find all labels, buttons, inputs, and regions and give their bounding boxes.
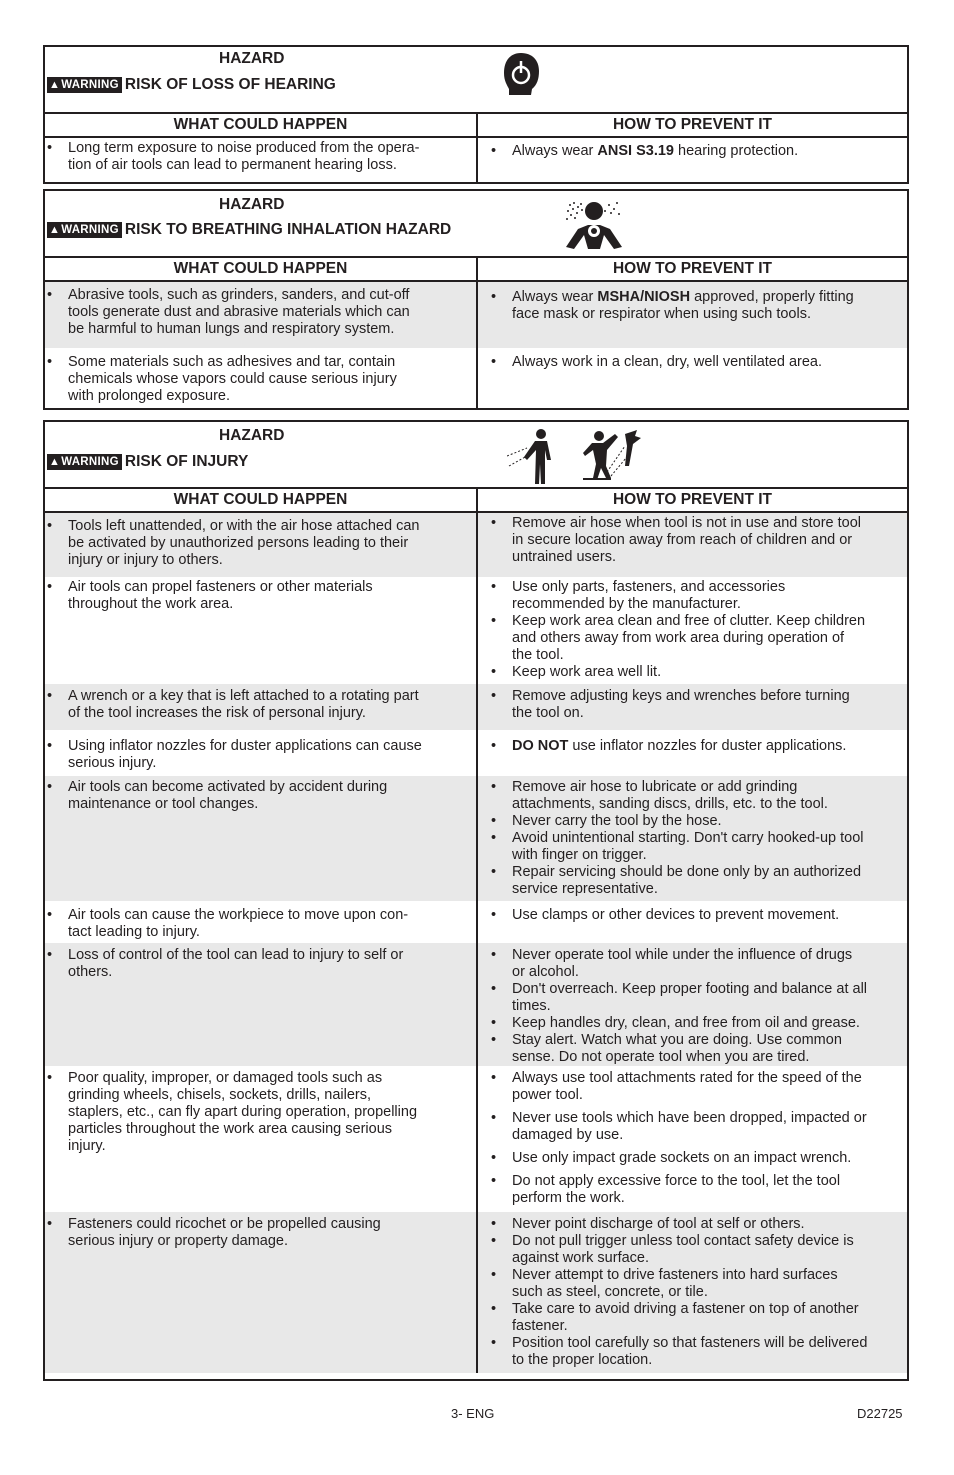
how-to-prevent-cell (478, 1066, 907, 1212)
what-could-happen-cell (45, 577, 478, 684)
hazard-description: • Air tools can propel fasteners or other materials throughout the work area. (47, 579, 476, 613)
column-header-what-could-happen: WHAT COULD HAPPEN (45, 258, 478, 280)
how-to-prevent-cell (478, 513, 907, 577)
warning-badge: ▲ WARNING (47, 222, 122, 238)
hazard-description: • Using inflator nozzles for duster applications can cause serious injury. (47, 738, 476, 772)
prevention-item: • Use only impact grade sockets on an impact wrench. (478, 1150, 905, 1167)
hazard-row (45, 1066, 907, 1212)
prevention-item: • Never operate tool while under the influence of drugs or alcohol. (478, 947, 905, 981)
hazard-row (45, 348, 907, 408)
hazard-header (45, 191, 907, 258)
prevention-item: • Don't overreach. Keep proper footing and balance at all times. (478, 981, 905, 1015)
how-to-prevent-cell (478, 348, 907, 408)
how-to-prevent-cell (478, 138, 907, 182)
hazard-header (45, 47, 907, 114)
warning-badge: ▲ WARNING (47, 77, 122, 93)
hazard-description: • Poor quality, improper, or damaged tools such as grinding wheels, chisels, sockets, drills, nailers, staplers, etc., can fly apart during operation, propelling particles throughout the work area causing serious injury. (47, 1070, 476, 1155)
hazard-header (45, 422, 907, 489)
hazard-description: • Air tools can cause the workpiece to move upon con- tact leading to injury. (47, 907, 476, 941)
hazard-row (45, 513, 907, 577)
prevention-item: • Always wear ANSI S3.19 hearing protection. (478, 143, 905, 160)
page-number: 3- ENG (451, 1406, 495, 1421)
what-could-happen-cell (45, 684, 478, 730)
prevention-item: • DO NOT use inflator nozzles for duster applications. (478, 738, 905, 755)
what-could-happen-cell (45, 901, 478, 943)
prevention-item: • Avoid unintentional starting. Don't carry hooked-up tool with finger on trigger. (478, 830, 905, 864)
what-could-happen-cell (45, 943, 478, 1066)
hazard-row (45, 577, 907, 684)
prevention-item: • Keep handles dry, clean, and free from oil and grease. (478, 1015, 905, 1032)
hazard-section-injury (43, 420, 909, 1381)
prevention-item: • Remove air hose when tool is not in use and store tool in secure location away from reach of children and or untrained users. (478, 515, 905, 566)
prevention-item: • Stay alert. Watch what you are doing. Use common sense. Do not operate tool when you are tired. (478, 1032, 905, 1066)
hazard-description: • Air tools can become activated by accident during maintenance or tool changes. (47, 779, 476, 813)
warning-row (47, 453, 248, 471)
hazard-row (45, 282, 907, 348)
what-could-happen-cell (45, 513, 478, 577)
hazard-description: • Loss of control of the tool can lead to injury to self or others. (47, 947, 476, 981)
respirator-mask-icon (564, 199, 626, 253)
risk-title: RISK OF LOSS OF HEARING (124, 76, 336, 93)
risk-title: RISK TO BREATHING INHALATION HAZARD (124, 221, 452, 238)
prevention-item: • Do not apply excessive force to the tool, let the tool perform the work. (478, 1173, 905, 1207)
prevention-item: • Always use tool attachments rated for the speed of the power tool. (478, 1070, 905, 1104)
column-header-how-to-prevent: HOW TO PREVENT IT (612, 491, 773, 508)
what-could-happen-cell (45, 730, 478, 776)
prevention-item: • Never carry the tool by the hose. (478, 813, 905, 830)
column-header-what-could-happen: WHAT COULD HAPPEN (45, 114, 478, 136)
hearing-protection-icon (501, 51, 541, 97)
what-could-happen-cell (45, 1066, 478, 1212)
how-to-prevent-cell (478, 577, 907, 684)
hazard-description: • Fasteners could ricochet or be propelled causing serious injury or property damage. (47, 1216, 476, 1250)
how-to-prevent-cell (478, 282, 907, 348)
what-could-happen-cell (45, 282, 478, 348)
hazard-row (45, 1212, 907, 1373)
how-to-prevent-cell (478, 901, 907, 943)
how-to-prevent-cell (478, 730, 907, 776)
prevention-item: • Take care to avoid driving a fastener on top of another fastener. (478, 1301, 905, 1335)
flying-debris-injury-icon (507, 426, 657, 488)
what-could-happen-cell (45, 348, 478, 408)
prevention-item: • Keep work area well lit. (478, 664, 905, 681)
warning-badge: ▲ WARNING (47, 454, 122, 470)
prevention-item: • Never point discharge of tool at self or others. (478, 1216, 905, 1233)
how-to-prevent-cell (478, 684, 907, 730)
hazard-label: HAZARD (219, 196, 285, 213)
hazard-row (45, 943, 907, 1066)
hazard-description: • A wrench or a key that is left attached to a rotating part of the tool increases the risk of personal injury. (47, 688, 476, 722)
hazard-row (45, 684, 907, 730)
warning-triangle-icon: ▲ (49, 79, 61, 91)
what-could-happen-cell (45, 1212, 478, 1373)
risk-title: RISK OF INJURY (124, 453, 249, 470)
hazard-row (45, 138, 907, 182)
warning-triangle-icon: ▲ (49, 456, 61, 468)
prevention-item: • Always work in a clean, dry, well ventilated area. (478, 354, 905, 371)
hazard-description: • Abrasive tools, such as grinders, sanders, and cut-off tools generate dust and abrasive materials which can be harmful to human lungs and respiratory system. (47, 287, 476, 338)
hazard-description: • Some materials such as adhesives and tar, contain chemicals whose vapors could cause serious injury with prolonged exposure. (47, 354, 476, 405)
warning-triangle-icon: ▲ (49, 224, 61, 236)
prevention-item: • Keep work area clean and free of clutter. Keep children and others away from work area during operation of the tool. (478, 613, 905, 664)
prevention-item: • Never attempt to drive fasteners into hard surfaces such as steel, concrete, or tile. (478, 1267, 905, 1301)
hazard-section-breathing (43, 189, 909, 410)
column-header-how-to-prevent: HOW TO PREVENT IT (612, 116, 773, 133)
prevention-item: • Position tool carefully so that fasteners will be delivered to the proper location. (478, 1335, 905, 1369)
column-header-how-to-prevent: HOW TO PREVENT IT (612, 260, 773, 277)
warning-row (47, 221, 451, 239)
document-code: D22725 (857, 1406, 903, 1421)
hazard-section-hearing (43, 45, 909, 184)
warning-row (47, 76, 336, 94)
hazard-row (45, 776, 907, 901)
hazard-description: • Tools left unattended, or with the air hose attached can be activated by unauthorized persons leading to their injury or injury to others. (47, 518, 476, 569)
how-to-prevent-cell (478, 1212, 907, 1373)
prevention-item: • Remove adjusting keys and wrenches before turning the tool on. (478, 688, 905, 722)
what-could-happen-cell (45, 138, 478, 182)
hazard-label: HAZARD (219, 50, 285, 67)
prevention-item: • Always wear MSHA/NIOSH approved, properly fitting face mask or respirator when using such tools. (478, 289, 905, 323)
prevention-item: • Use clamps or other devices to prevent movement. (478, 907, 905, 924)
how-to-prevent-cell (478, 943, 907, 1066)
hazard-row (45, 730, 907, 776)
prevention-item: • Do not pull trigger unless tool contact safety device is against work surface. (478, 1233, 905, 1267)
prevention-item: • Never use tools which have been dropped, impacted or damaged by use. (478, 1110, 905, 1144)
prevention-item: • Repair servicing should be done only by an authorized service representative. (478, 864, 905, 898)
hazard-label: HAZARD (219, 427, 285, 444)
how-to-prevent-cell (478, 776, 907, 901)
what-could-happen-cell (45, 776, 478, 901)
prevention-item: • Remove air hose to lubricate or add grinding attachments, sanding discs, drills, etc. to the tool. (478, 779, 905, 813)
hazard-row (45, 901, 907, 943)
hazard-description: • Long term exposure to noise produced from the opera- tion of air tools can lead to permanent hearing loss. (47, 140, 476, 174)
prevention-item: • Use only parts, fasteners, and accessories recommended by the manufacturer. (478, 579, 905, 613)
column-header-what-could-happen: WHAT COULD HAPPEN (45, 489, 478, 511)
